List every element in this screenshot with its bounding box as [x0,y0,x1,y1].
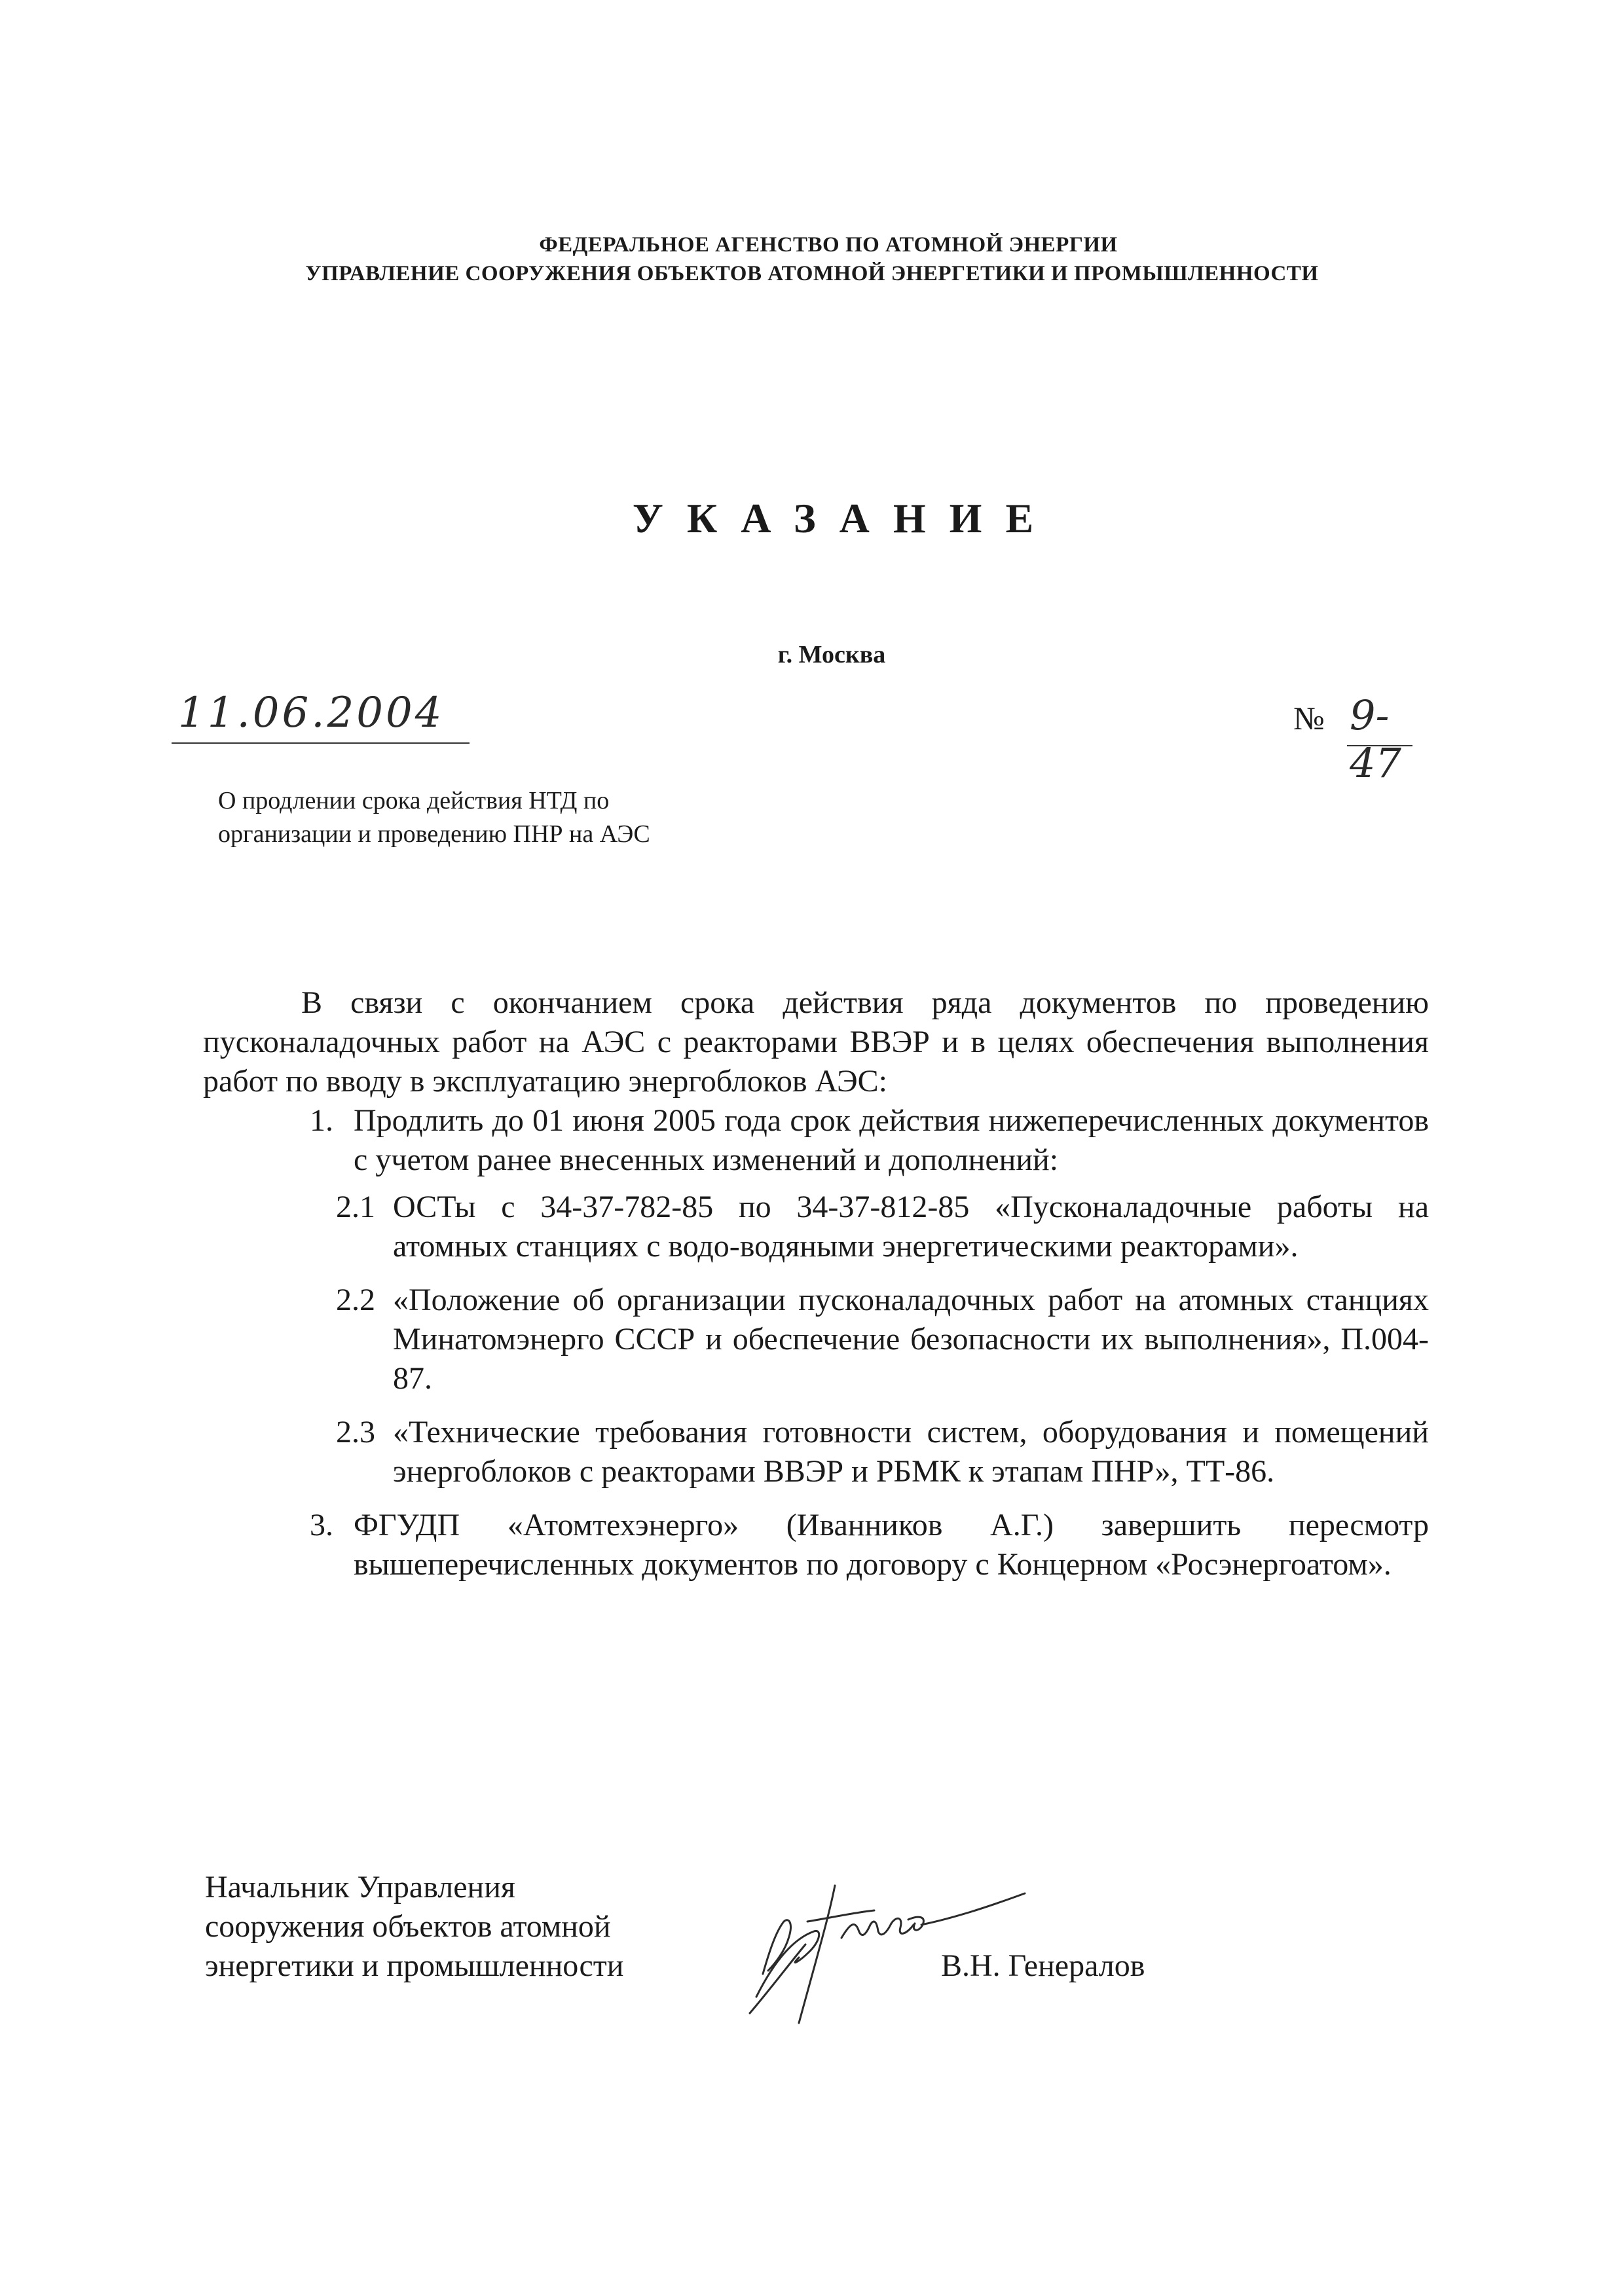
handwritten-signature [737,1859,1077,2030]
list-item-2-1 [203,1188,1429,1266]
subject-line-2: организации и проведению ПНР на АЭС [218,820,650,848]
document-subject [218,784,650,851]
list-item-2-2-text: «Положение об организации пусконаладочных работ на атомных станциях Минатомэнерго СССР и обеспечение безопасности их выполнения», П.004-87. [393,1283,1429,1396]
signatory-position [205,1868,623,1986]
letterhead [0,230,1624,288]
date-underline [172,742,470,744]
document-body [203,983,1429,1584]
document-date [172,686,470,746]
number-underline [1347,745,1412,746]
document-number [1293,691,1424,787]
document-title: УКАЗАНИЕ [632,495,1058,541]
intro-paragraph: В связи с окончанием срока действия ряда документов по проведению пусконаладочных работ на АЭС с реакторами ВВЭР и в целях обеспечения выполнения работ по вводу в эксплуатацию энергоблоков АЭС: [203,985,1429,1099]
list-item-2-1-text: ОСТы с 34-37-782-85 по 34-37-812-85 «Пусконаладочные работы на атомных станциях с водо-водяными энергетическими реакторами». [393,1190,1429,1264]
signatory-name: В.Н. Генералов [941,1948,1145,1983]
list-item-2-3-marker: 2.3 [336,1415,375,1449]
list-item-2-2 [203,1281,1429,1398]
number-handwritten: 9-47 [1350,691,1401,787]
list-item-2-3-text: «Технические требования готовности систем, оборудования и помещений энергоблоков с реакторами ВВЭР и РБМК к этапам ПНР», ТТ-86. [393,1415,1429,1489]
signatory-position-line-3: энергетики и промышленности [205,1948,624,1983]
list-item-2-1-marker: 2.1 [336,1190,375,1224]
letterhead-department: УПРАВЛЕНИЕ СООРУЖЕНИЯ ОБЪЕКТОВ АТОМНОЙ ЭНЕРГЕТИКИ И ПРОМЫШЛЕННОСТИ [305,262,1319,285]
date-handwritten: 11.06.2004 [178,689,445,737]
signatory-position-line-2: сооружения объектов атомной [205,1909,611,1944]
list-item-1-text: Продлить до 01 июня 2005 года срок действия нижеперечисленных документов с учетом ранее внесенных изменений и дополнений: [354,1103,1429,1177]
list-item-2-3 [203,1413,1429,1491]
number-sign: № [1293,700,1325,737]
list-item-1 [203,1101,1429,1180]
list-item-3 [203,1506,1429,1584]
list-item-3-marker: 3. [310,1508,333,1542]
list-item-2-2-marker: 2.2 [336,1283,375,1317]
signatory-position-line-1: Начальник Управления [205,1870,515,1904]
subject-line-1: О продлении срока действия НТД по [218,787,610,814]
letterhead-agency: ФЕДЕРАЛЬНОЕ АГЕНСТВО ПО АТОМНОЙ ЭНЕРГИИ [539,233,1118,257]
document-city: г. Москва [777,641,886,668]
list-item-3-text: ФГУДП «Атомтехэнерго» (Иванников А.Г.) завершить пересмотр вышеперечисленных документов по договору с Концерном «Росэнергоатом». [354,1508,1429,1582]
list-item-1-marker: 1. [310,1103,333,1138]
